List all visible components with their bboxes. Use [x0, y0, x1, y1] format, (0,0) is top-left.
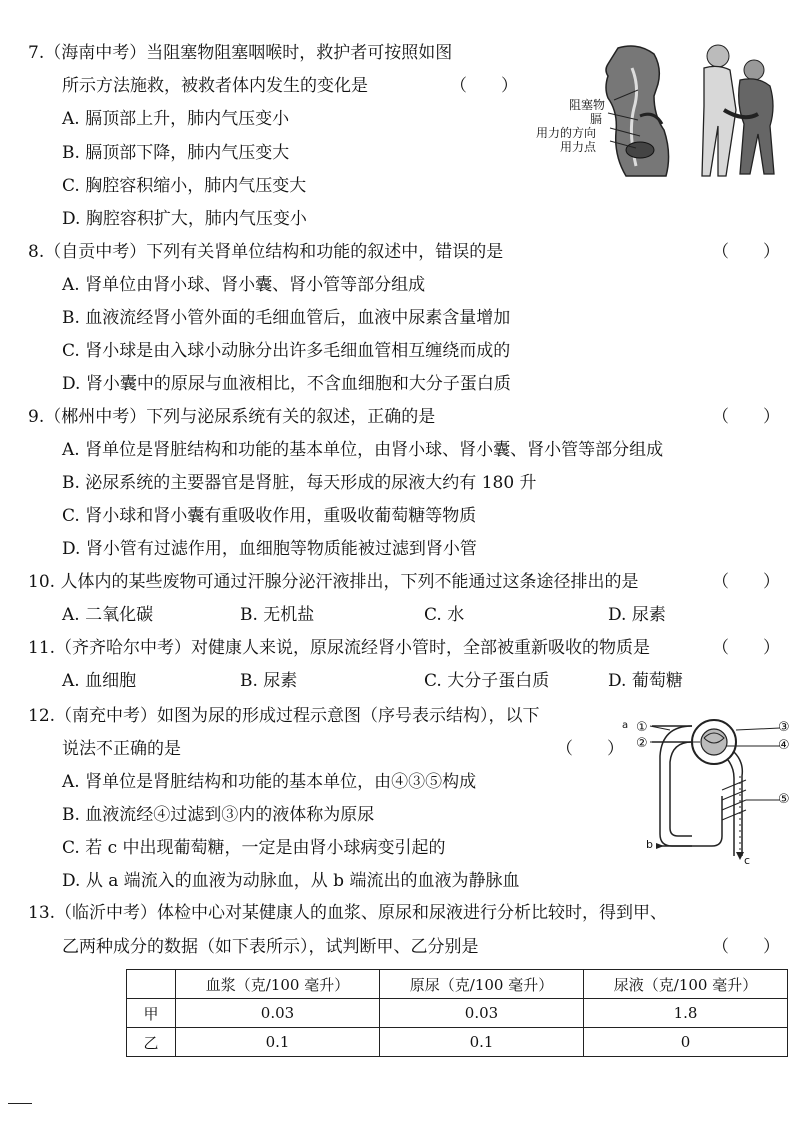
q8-answer-paren: （ ） [712, 242, 780, 262]
table-header-cell: 原尿（克/100 毫升） [380, 970, 584, 999]
q12-label-b: b [646, 838, 653, 851]
q10-option-a: A. 二氧化碳 [62, 605, 154, 625]
q8-stem: 8.（自贡中考）下列有关肾单位结构和功能的叙述中，错误的是 [28, 242, 504, 262]
q13-stem-line2: 乙两种成分的数据（如下表所示），试判断甲、乙分别是 [62, 937, 479, 957]
q12-label-4: ④ [778, 738, 790, 753]
q9-stem: 9.（郴州中考）下列与泌尿系统有关的叙述，正确的是 [28, 407, 436, 427]
table-header-row [127, 970, 788, 999]
q12-label-3: ③ [778, 720, 790, 735]
q8-option-c: C. 肾小球是由入球小动脉分出许多毛细血管相互缠绕而成的 [62, 341, 511, 361]
q9-option-c: C. 肾小球和肾小囊有重吸收作用，重吸收葡萄糖等物质 [62, 506, 477, 526]
q12-label-5: ⑤ [778, 792, 790, 807]
q9-option-a: A. 肾单位是肾脏结构和功能的基本单位，由肾小球、肾小囊、肾小管等部分组成 [62, 440, 664, 460]
q11-option-d: D. 葡萄糖 [608, 671, 683, 691]
table-cell: 0 [584, 1028, 788, 1057]
table-cell: 0.03 [176, 999, 380, 1028]
q8-option-d: D. 肾小囊中的原尿与血液相比，不含血细胞和大分子蛋白质 [62, 374, 511, 394]
q10-option-c: C. 水 [424, 605, 465, 625]
table-header-cell: 血浆（克/100 毫升） [176, 970, 380, 999]
q12-label-1: ① [636, 720, 648, 735]
q7-option-b: B. 膈顶部下降，肺内气压变大 [62, 143, 290, 163]
page-footer-dash [8, 1103, 32, 1104]
q12-option-d: D. 从 a 端流入的血液为动脉血，从 b 端流出的血液为静脉血 [62, 871, 520, 891]
table-row [127, 1028, 788, 1057]
q7-answer-paren: （ ） [450, 76, 518, 96]
q10-option-d: D. 尿素 [608, 605, 666, 625]
q8-option-b: B. 血液流经肾小管外面的毛细血管后，血液中尿素含量增加 [62, 308, 511, 328]
q8-option-a: A. 肾单位由肾小球、肾小囊、肾小管等部分组成 [62, 275, 426, 295]
q9-option-b: B. 泌尿系统的主要器官是肾脏，每天形成的尿液大约有 180 升 [62, 473, 537, 493]
q13-data-table [126, 969, 788, 1057]
table-cell: 甲 [127, 999, 176, 1028]
q12-answer-paren: （ ） [556, 739, 624, 759]
q12-label-a: a [622, 720, 629, 731]
q7-label-obstruction: 阻塞物 [569, 98, 606, 112]
q12-label-c: c [744, 854, 751, 867]
q7-label-force-point: 用力点 [560, 140, 597, 154]
q12-option-b: B. 血液流经④过滤到③内的液体称为原尿 [62, 805, 375, 825]
q7-option-c: C. 胸腔容积缩小，肺内气压变大 [62, 176, 307, 196]
q10-answer-paren: （ ） [712, 572, 780, 592]
q13-answer-paren: （ ） [712, 937, 780, 957]
table-cell: 0.1 [176, 1028, 380, 1057]
q12-option-c: C. 若 c 中出现葡萄糖，一定是由肾小球病变引起的 [62, 838, 446, 858]
table-header-cell [127, 970, 176, 999]
q12-label-2: ② [636, 736, 648, 751]
q12-option-a: A. 肾单位是肾脏结构和功能的基本单位，由④③⑤构成 [62, 772, 477, 792]
q7-stem-line2: 所示方法施救，被救者体内发生的变化是 [62, 76, 368, 96]
q7-option-a: A. 膈顶部上升，肺内气压变小 [62, 109, 290, 129]
q11-answer-paren: （ ） [712, 638, 780, 658]
q11-option-b: B. 尿素 [240, 671, 298, 691]
q9-answer-paren: （ ） [712, 407, 780, 427]
table-cell: 1.8 [584, 999, 788, 1028]
table-cell: 乙 [127, 1028, 176, 1057]
table-header-cell: 尿液（克/100 毫升） [584, 970, 788, 999]
q7-stem-line1: 7.（海南中考）当阻塞物阻塞咽喉时，救护者可按照如图 [28, 43, 453, 63]
q9-option-d: D. 肾小管有过滤作用，血细胞等物质能被过滤到肾小管 [62, 539, 477, 559]
table-cell: 0.03 [380, 999, 584, 1028]
table-cell: 0.1 [380, 1028, 584, 1057]
q7-label-force-direction: 用力的方向 [536, 126, 597, 140]
q11-option-a: A. 血细胞 [62, 671, 137, 691]
q13-stem-line1: 13.（临沂中考）体检中心对某健康人的血浆、原尿和尿液进行分析比较时，得到甲、 [28, 903, 668, 923]
q12-stem-line2: 说法不正确的是 [62, 739, 181, 759]
q11-stem: 11.（齐齐哈尔中考）对健康人来说，原尿流经肾小管时，全部被重新吸收的物质是 [28, 638, 651, 658]
q12-stem-line1: 12.（南充中考）如图为尿的形成过程示意图（序号表示结构），以下 [28, 706, 540, 726]
table-row [127, 999, 788, 1028]
q11-option-c: C. 大分子蛋白质 [424, 671, 550, 691]
q12-nephron-figure [630, 716, 790, 866]
q10-stem: 10. 人体内的某些废物可通过汗腺分泌汗液排出，下列不能通过这条途径排出的是 [28, 572, 639, 592]
q7-heimlich-figure [528, 40, 790, 180]
q10-option-b: B. 无机盐 [240, 605, 315, 625]
q7-label-diaphragm: 膈 [590, 112, 603, 126]
q7-option-d: D. 胸腔容积扩大，肺内气压变小 [62, 209, 307, 229]
